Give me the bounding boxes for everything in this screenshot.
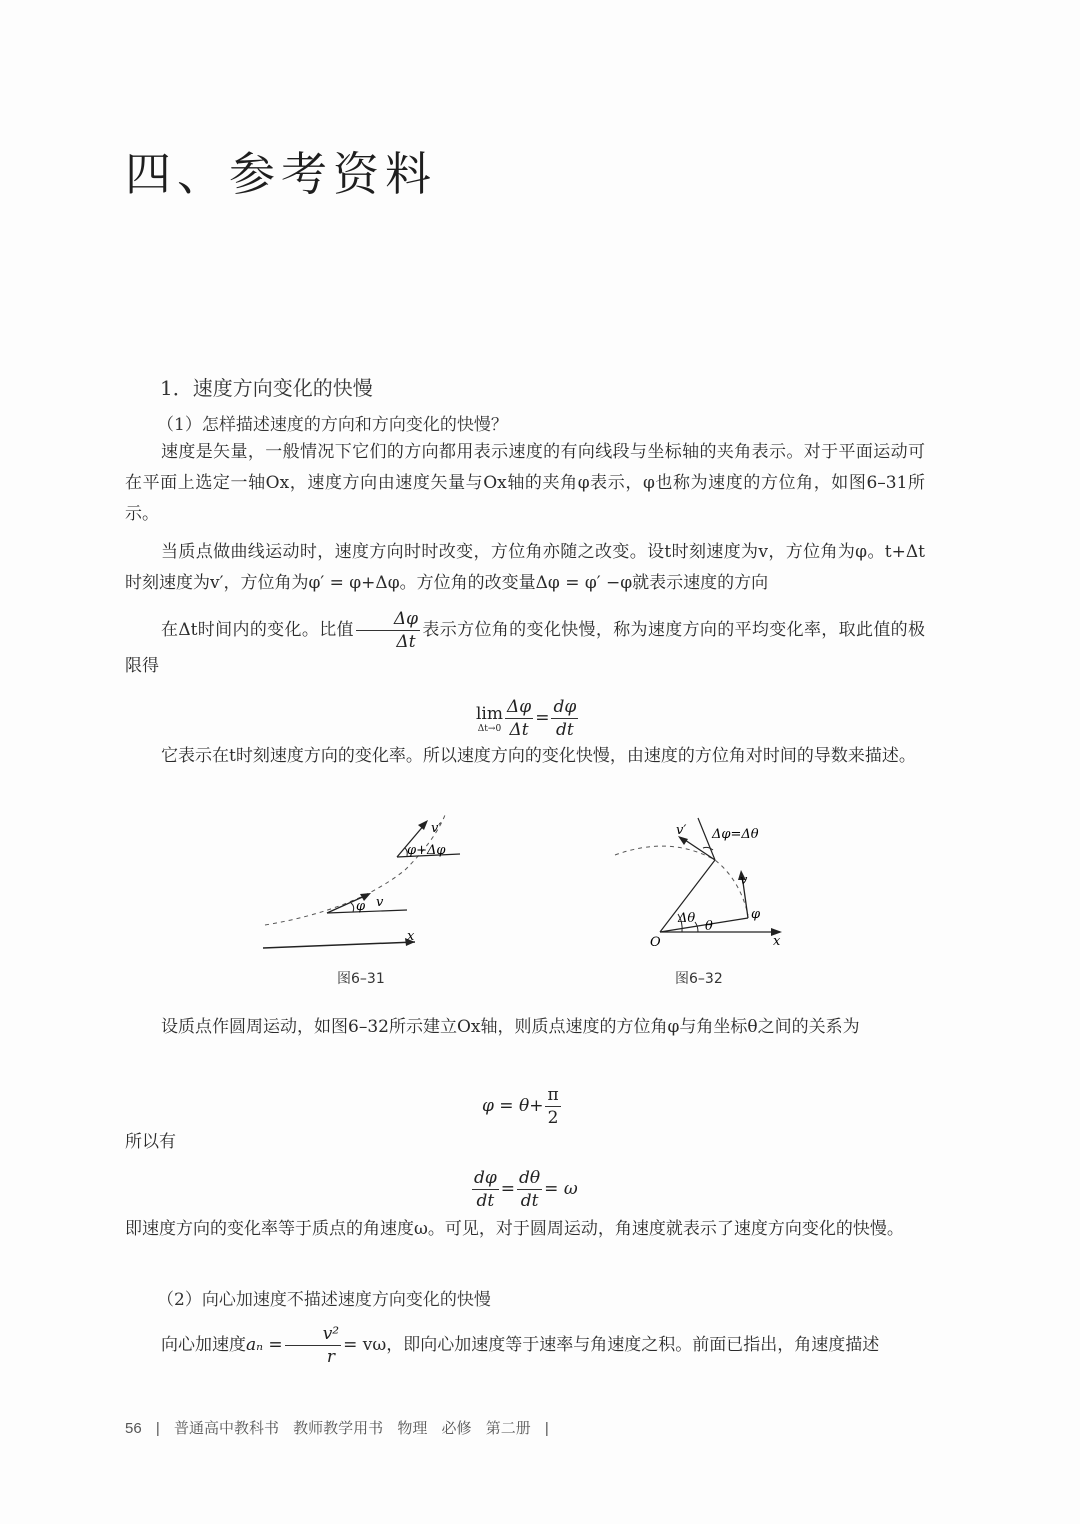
p8-num: v² <box>285 1323 341 1346</box>
ratio-fraction <box>356 608 420 653</box>
footer-sep-2: | <box>544 1420 549 1437</box>
footer-book: 普通高中教科书 <box>173 1420 279 1437</box>
paragraph-8-text-b: = vω，即向心加速度等于速率与角速度之积。前面已指出，角速度描述 <box>343 1335 880 1355</box>
eq3-den1: dt <box>476 1191 495 1211</box>
eq1-equals: = <box>535 708 550 728</box>
paragraph-6: 所以有 <box>125 1132 176 1152</box>
section-title: 1．速度方向变化的快慢 <box>160 376 373 400</box>
eq2-lhs: φ = θ+ <box>482 1096 544 1116</box>
eq2-num: π <box>547 1085 559 1105</box>
paragraph-8 <box>125 1323 925 1368</box>
equation-limit <box>476 696 580 741</box>
eq3-equals: = <box>500 1179 516 1199</box>
eq1-den2: dt <box>555 720 574 740</box>
fig32-label-origin: O <box>650 935 661 950</box>
eq1-den1: Δt <box>509 720 529 740</box>
paragraph-3-text-a: 在Δt时间内的变化。比值 <box>161 620 354 640</box>
chapter-title: 四、参考资料 <box>125 147 437 201</box>
ratio-numerator: Δφ <box>356 608 420 631</box>
footer-subject: 物理 <box>397 1420 428 1437</box>
fig32-label-v: v <box>740 873 748 888</box>
fig31-label-v: v <box>376 895 384 910</box>
lim-subscript: Δt→0 <box>477 723 502 734</box>
footer-type: 必修 <box>441 1420 472 1437</box>
footer-vol: 第二册 <box>485 1420 531 1437</box>
lim-text: lim <box>476 703 503 724</box>
fig32-label-top: Δφ=Δθ <box>712 827 759 842</box>
ratio-denominator: Δt <box>396 632 416 652</box>
page-number: 56 <box>125 1420 142 1437</box>
fig32-label-phi: φ <box>751 907 761 922</box>
eq1-num1: Δφ <box>507 697 532 717</box>
figure-6-32 <box>600 810 800 960</box>
figure-6-31 <box>255 810 475 960</box>
eq3-num1: dφ <box>474 1168 497 1188</box>
equation-derivatives <box>470 1167 578 1212</box>
p8-an: aₙ = <box>246 1335 283 1355</box>
eq1-num2: dφ <box>553 697 577 717</box>
footer-use: 教师教学用书 <box>293 1420 384 1437</box>
paragraph-4: 它表示在t时刻速度方向的变化率。所以速度方向的变化快慢，由速度的方位角对时间的导数来描述。 <box>161 746 916 766</box>
subsection-2-title: （2）向心加速度不描述速度方向变化的快慢 <box>157 1290 491 1310</box>
footer-sep-1: | <box>155 1420 160 1437</box>
fig32-label-vprime: v′ <box>676 823 687 838</box>
subsection-1-title: （1）怎样描述速度的方向和方向变化的快慢？ <box>157 415 508 435</box>
paragraph-1: 速度是矢量，一般情况下它们的方向都用表示速度的有向线段与坐标轴的夹角表示。对于平面运动可在平面上选定一轴Ox，速度方向由速度矢量与Ox轴的夹角φ表示，φ也称为速度的方位角，如图6–31所示。 <box>125 442 925 524</box>
paragraph-2: 当质点做曲线运动时，速度方向时时改变，方位角亦随之改变。设t时刻速度为v，方位角为φ。t+Δt时刻速度为v′，方位角为φ′ = φ+Δφ。方位角的改变量Δφ = φ′ −φ就表示速度的方向 <box>125 542 925 593</box>
fig31-label-x: x <box>407 929 415 944</box>
paragraph-3 <box>125 608 925 679</box>
eq3-rhs: = ω <box>544 1179 578 1199</box>
fig31-label-vprime: v′ <box>431 821 442 836</box>
paragraph-8-text-a: 向心加速度 <box>161 1335 246 1355</box>
paragraph-3-text-b: 表示方位角的变化快慢，称为速度方向的平均变化率，取此值的极限得 <box>125 620 926 676</box>
fig32-label-theta: θ <box>705 919 713 934</box>
paragraph-5: 设质点作圆周运动，如图6–32所示建立Ox轴，则质点速度的方位角φ与角坐标θ之间的关系为 <box>161 1017 860 1037</box>
p8-den: r <box>326 1347 335 1367</box>
fig32-caption: 图6–32 <box>675 971 723 987</box>
fig32-label-dtheta: Δθ <box>678 911 696 926</box>
fig32-label-x: x <box>773 934 781 949</box>
eq3-den2: dt <box>520 1191 539 1211</box>
fig31-label-angle2: φ+Δφ <box>407 843 446 858</box>
fig31-label-angle1: φ <box>356 899 366 914</box>
equation-phi-theta <box>482 1084 563 1129</box>
paragraph-7: 即速度方向的变化率等于质点的角速度ω。可见，对于圆周运动，角速度就表示了速度方向变化的快慢。 <box>125 1219 904 1239</box>
eq2-den: 2 <box>547 1108 559 1128</box>
fig31-caption: 图6–31 <box>337 971 385 987</box>
page-footer <box>125 1417 559 1438</box>
eq3-num2: dθ <box>519 1168 541 1188</box>
